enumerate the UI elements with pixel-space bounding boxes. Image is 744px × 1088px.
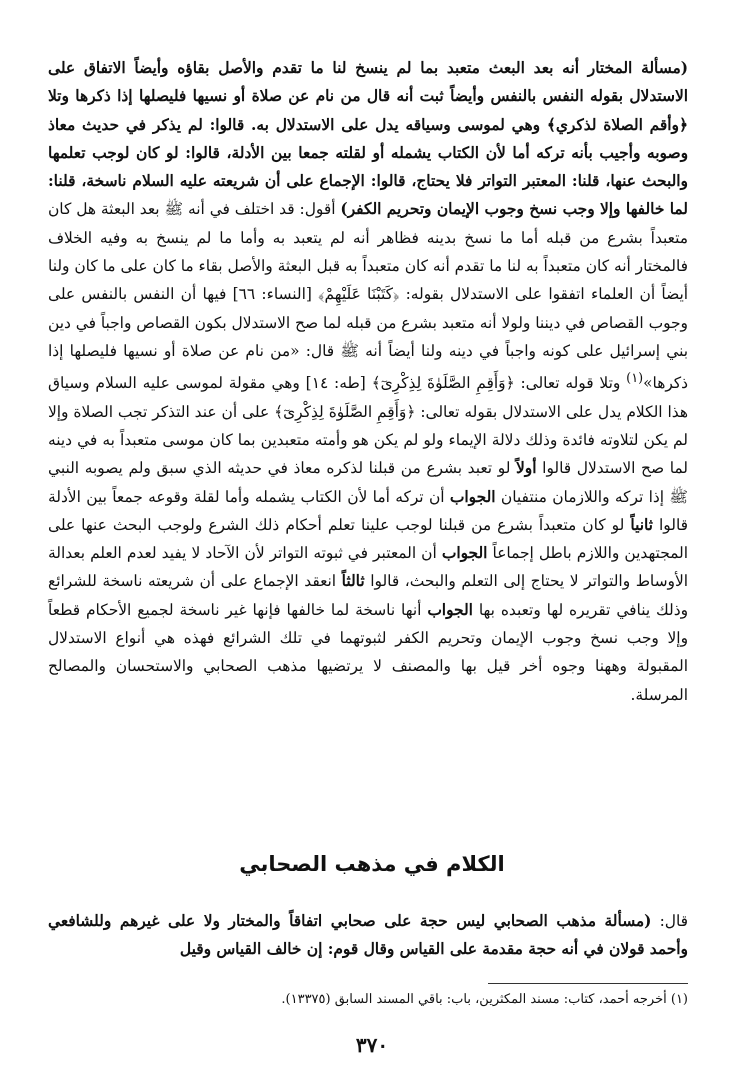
matn-quote: (مسألة المختار أنه بعد البعث متعبد بما لم ينسخ لنا ما تقدم والأصل بقاؤه وأيضاً الاتفاق على الاستدلال بقوله النفس بالنفس وأيضاً ثبت أنه قال من نام عن صلاة أو نسيها فليصلها إذا ذكرها وتلا ﴿وأقم الصلاة لذكري﴾ وهي لموسى وسياقه يدل على الاستدلال به. قالوا: لم يذكر في حديث معاذ وصوبه وأجيب بأنه تركه أما لأن الكتاب يشمله أو لقلته جمعا بين الأدلة، قالوا: لو كان لوجب تعلمها والبحث عنها، قلنا: المعتبر التواتر فلا يحتاج، قالوا: الإجماع على أن شريعته عليه السلام ناسخة، قلنا: لما خالفها وإلا وجب نسخ وجوب الإيمان وتحريم الكفر)	[48, 59, 688, 219]
section-matn: (مسألة مذهب الصحابي ليس حجة على صحابي اتفاقاً والمختار ولا على غيرهم وللشافعي وأحمد قولان في أنه حجة مقدمة على القياس وقال قوم: إن خالف القياس وقيل	[48, 912, 688, 959]
commentary-text: انعقد الإجماع على أن شريعته ناسخة للشرائع وذلك ينافي تقريره لها وتعبده بها	[48, 572, 688, 619]
page-number: ٣٧٠	[355, 1033, 389, 1057]
section-paragraph	[48, 907, 688, 964]
commentary-text: أنها ناسخة لما خالفها فإنها غير ناسخة لجميع الأحكام قطعاً وإلا وجب نسخ وجوب الإيمان وتحريم الكفر لثبوتهما في تلك الشرائع فهذه هي أنواع الاستدلال المقبولة وههنا وجوه أخر قيل بها والمصنف لا يرتضيها مذهب الصحابي والاستحسان والمصالح المرسلة.	[48, 600, 688, 704]
commentary-text: لو تعبد بشرع من قبلنا لذكره معاذ في حديثه الذي سبق ولم يصوبه النبي ﷺ إذا تركه واللازمان منتفيان	[48, 459, 688, 506]
keyword-second: ثانياً	[630, 515, 653, 534]
commentary-text: أقول: قد اختلف في أنه ﷺ بعد البعثة هل كان متعبداً بشرع من قبله أما ما نسخ بدينه فظاهر أنه لم يتعبد به وأما ما لم ينسخ به وفيه الخلاف فالمختار أنه كان متعبداً به لنا ما تقدم أنه كان متعبداً به قبل البعثة والأصل بقاء ما كان على ما كان ولنا أيضاً أن العلماء اتفقوا على الاستدلال بقوله: ﴿كَتَبْنَا عَلَيْهِمْ﴾ [النساء: ٦٦] فيها أن النفس بالنفس على وجوب القصاص في ديننا ولولا أنه متعبد بشرع من قبله لما صح الاستدلال بكون القصاص واجباً في دين بني إسرائيل على كونه واجباً في دينه ولنا أيضاً أنه ﷺ قال: «من نام عن صلاة أو نسيها فليصلها إذا ذكرها»	[48, 200, 688, 393]
commentary-text: وتلا قوله تعالى: ﴿وَأَقِمِ الصَّلَوٰةَ لِذِكْرِىٓ﴾ [طه: ١٤] وهي مقولة لموسى عليه السلام وسياق هذا الكلام يدل على الاستدلال بقوله تعالى: ﴿وَأَقِمِ الصَّلَوٰةَ لِذِكْرِىٓ﴾ على أن عند التذكر تجب الصلاة وإلا لم يكن لتلاوته فائدة وذلك دلالة الإيماء ولو لم يكن هو وأمته متعبدين بما كان موسى متعبداً به في دينه لما صح الاستدلال قالوا	[48, 374, 688, 478]
keyword-third: ثالثاً	[341, 572, 365, 591]
keyword-first: أولاً	[516, 459, 537, 478]
main-text-block	[48, 54, 688, 709]
section-heading: الكلام في مذهب الصحابي	[239, 852, 505, 876]
keyword-answer: الجواب	[427, 600, 473, 619]
footnote: (١) أخرجه أحمد، كتاب: مسند المكثرين، باب: باقي المسند السابق (١٣٣٧٥).	[281, 992, 688, 1007]
commentary-text: أن تركه أما لأن الكتاب يشمله وأما لقلة وقوعه جمعاً بين الأدلة قالوا	[48, 487, 688, 534]
footnote-divider	[488, 983, 688, 984]
commentary-text: أن المعتبر في ثبوته التواتر لأن الآحاد لا يفيد لعدم العلم بعدالة الأوساط والتواتر لا يحتاج إلى التعلم والبحث، قالوا	[48, 544, 688, 591]
main-paragraph	[48, 54, 688, 709]
section-text-block	[48, 907, 688, 964]
commentary-text: لو كان متعبداً بشرع من قبلنا لوجب علينا تعلم أحكام ذلك الشرع ولوجب البحث عنها على المجتهدين واللازم باطل إجماعاً	[48, 515, 688, 563]
keyword-answer: الجواب	[441, 544, 488, 563]
section-lead: قال:	[651, 912, 689, 930]
footnote-ref: (١)	[626, 371, 644, 387]
keyword-answer: الجواب	[449, 487, 496, 506]
